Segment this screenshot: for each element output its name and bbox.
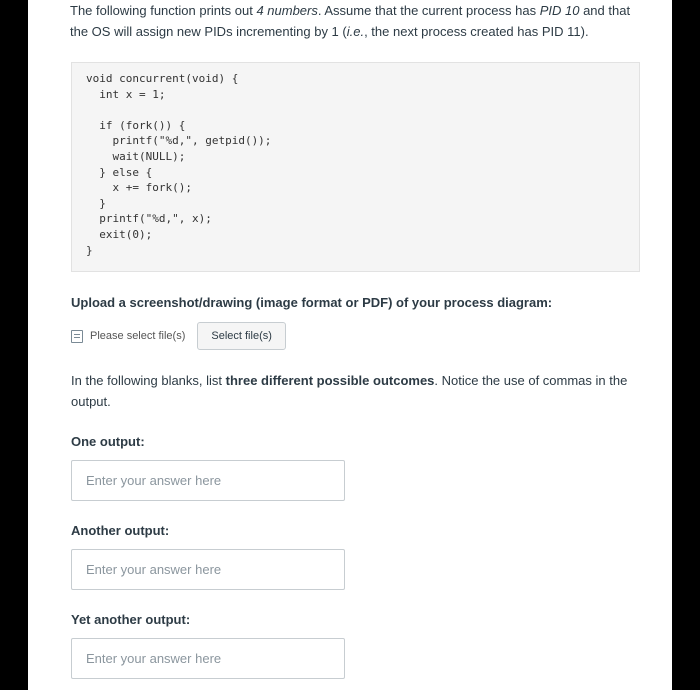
code-line: } else {: [86, 165, 153, 179]
quiz-page: [28, 0, 672, 690]
question-label-two: Another output:: [71, 523, 170, 538]
answer-input-one[interactable]: [71, 460, 345, 501]
code-listing: [86, 71, 271, 258]
upload-title: Upload a screenshot/drawing (image format or PDF) of your process diagram:: [71, 295, 553, 310]
intro-text-4: , the next process created has PID 11).: [364, 24, 589, 39]
intro-emphasis-1: 4 numbers: [256, 3, 318, 18]
instructions: [71, 370, 641, 412]
code-line: if (fork()) {: [86, 118, 186, 132]
code-block: [71, 62, 640, 272]
code-line: }: [86, 196, 106, 210]
question-label-one: One output:: [71, 434, 145, 449]
answer-input-two[interactable]: [71, 549, 345, 590]
intro-text-3: and that the OS will assign new PIDs incrementing by 1 (: [70, 3, 631, 39]
question-intro: [70, 0, 640, 42]
instructions-bold: three different possible outcomes: [225, 373, 435, 388]
intro-text-1: The following function prints out: [70, 3, 257, 18]
code-line: x += fork();: [86, 181, 192, 195]
intro-text-2: . Assume that the current process has: [317, 3, 540, 18]
code-line: int x = 1;: [86, 87, 166, 101]
select-files-button[interactable]: Select file(s): [197, 322, 286, 350]
intro-emphasis-3: i.e.: [346, 24, 365, 39]
file-icon: [71, 330, 83, 343]
answer-input-three[interactable]: [71, 638, 345, 679]
intro-emphasis-2: PID 10: [539, 3, 580, 18]
instructions-text-2: . Notice the use of commas in the output.: [71, 373, 628, 409]
code-line: exit(0);: [86, 227, 153, 241]
instructions-text-1: In the following blanks, list: [71, 373, 226, 388]
question-label-three: Yet another output:: [71, 612, 191, 627]
code-line: printf("%d,", x);: [86, 212, 212, 226]
file-upload-row: [71, 322, 286, 350]
code-line: void concurrent(void) {: [86, 72, 239, 85]
code-line: }: [86, 243, 93, 257]
file-status-text: Please select file(s): [90, 330, 186, 342]
code-line: printf("%d,", getpid());: [86, 134, 272, 148]
code-line: wait(NULL);: [86, 149, 186, 163]
